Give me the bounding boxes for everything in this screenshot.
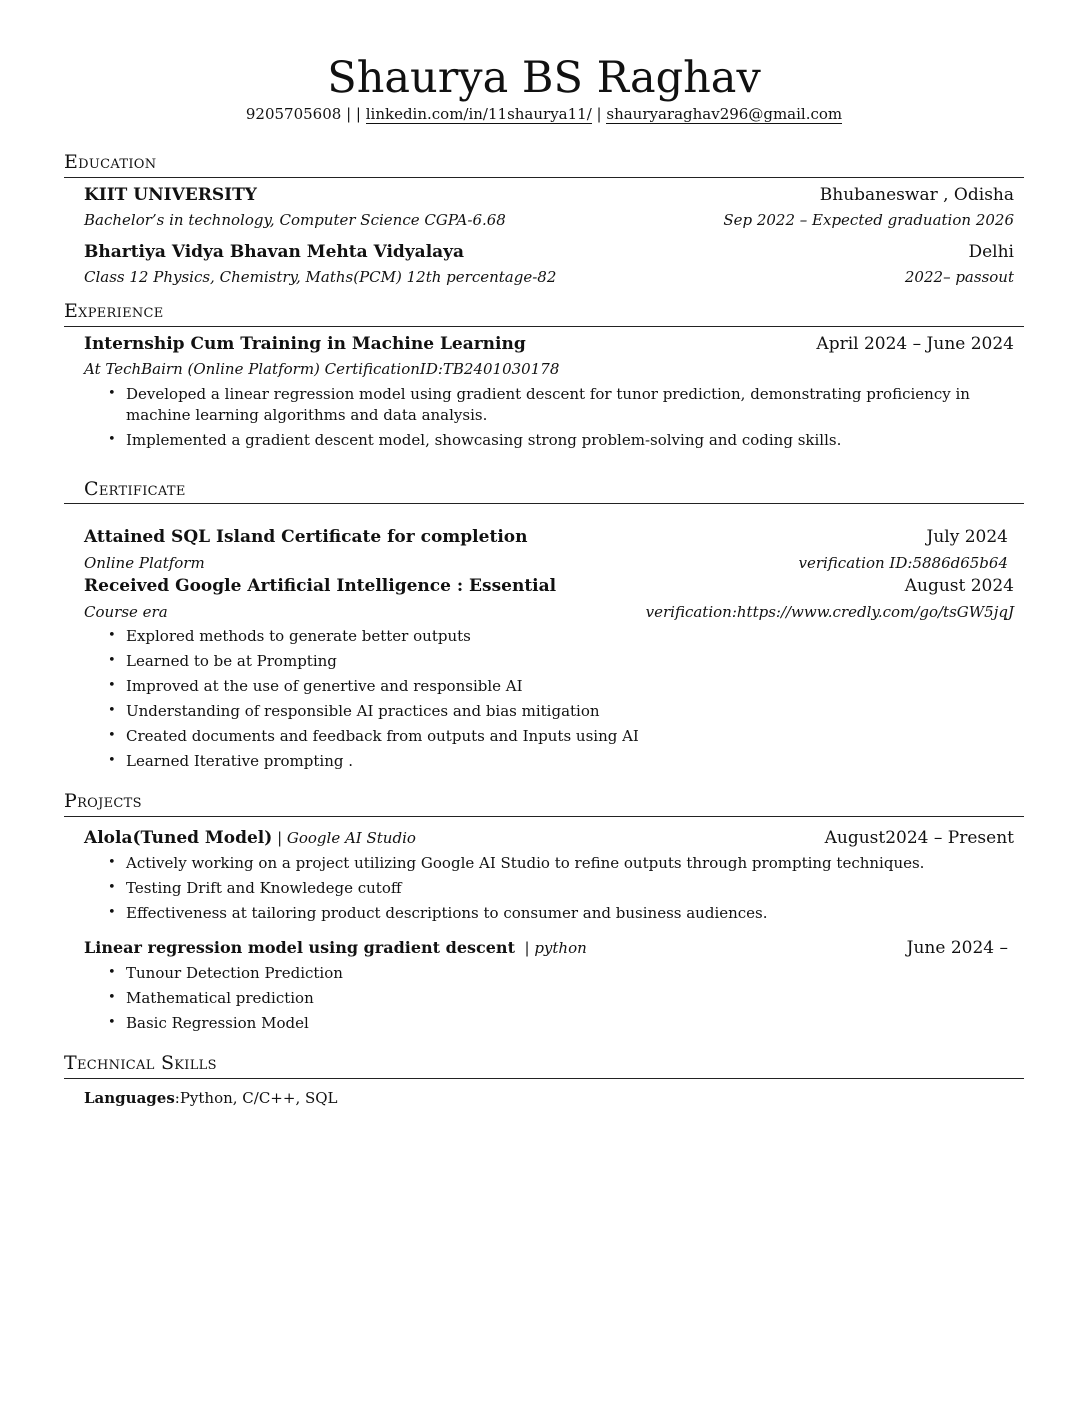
certificate-org: Online Platform bbox=[84, 554, 205, 572]
project-tech: Google AI Studio bbox=[286, 829, 416, 847]
certificate-bullet: • Explored methods to generate better outputs bbox=[126, 626, 471, 646]
project-dates: June 2024 – bbox=[906, 938, 1008, 958]
project-dates: August2024 – Present bbox=[824, 828, 1014, 848]
separator: | bbox=[591, 105, 607, 123]
project-bullet: • Mathematical prediction bbox=[126, 988, 314, 1008]
education-school: KIIT UNIVERSITY bbox=[84, 185, 257, 205]
project-tech: python bbox=[534, 939, 587, 957]
section-divider bbox=[64, 177, 1024, 178]
certificate-name: Received Google Artificial Intelligence : Essential bbox=[84, 576, 557, 596]
email-link[interactable]: shauryaraghav296@gmail.com bbox=[606, 105, 843, 123]
projects-heading: Projects bbox=[64, 790, 142, 812]
project-title-line bbox=[84, 827, 416, 849]
separator: | | bbox=[341, 105, 366, 123]
certificate-bullet: • Created documents and feedback from outputs and Inputs using AI bbox=[126, 726, 639, 746]
skills-value: :Python, C/C++, SQL bbox=[174, 1089, 338, 1107]
certificate-bullet: • Understanding of responsible AI practices and bias mitigation bbox=[126, 701, 600, 721]
experience-bullet: • Implemented a gradient descent model, showcasing strong problem-solving and coding skills. bbox=[126, 430, 841, 450]
certificate-date: August 2024 bbox=[904, 576, 1014, 596]
experience-role: Internship Cum Training in Machine Learning bbox=[84, 334, 526, 354]
section-divider bbox=[64, 503, 1024, 504]
education-school: Bhartiya Vidya Bhavan Mehta Vidyalaya bbox=[84, 242, 465, 262]
certificate-verification: verification:https://www.credly.com/go/tsGW5jqJ bbox=[645, 603, 1014, 621]
certificate-date: July 2024 bbox=[926, 527, 1008, 547]
certificate-org: Course era bbox=[84, 603, 168, 621]
experience-heading: Experience bbox=[64, 300, 164, 322]
contact-line bbox=[0, 104, 1088, 124]
phone-number: 9205705608 bbox=[245, 105, 342, 123]
skills-line bbox=[84, 1087, 338, 1109]
project-bullet: • Basic Regression Model bbox=[126, 1013, 309, 1033]
education-degree: Class 12 Physics, Chemistry, Maths(PCM) 12th percentage-82 bbox=[84, 268, 557, 286]
education-heading: Education bbox=[64, 151, 157, 173]
education-degree: Bachelor’s in technology, Computer Science CGPA-6.68 bbox=[84, 211, 506, 229]
education-dates: 2022– passout bbox=[904, 268, 1014, 286]
project-title-line bbox=[84, 937, 587, 959]
project-bullet: • Actively working on a project utilizing Google AI Studio to refine outputs through prompting techniques. bbox=[126, 853, 924, 873]
project-name: Alola(Tuned Model) bbox=[84, 828, 273, 848]
project-bullet: • Effectiveness at tailoring product descriptions to consumer and business audiences. bbox=[126, 903, 768, 923]
certificate-heading: Certificate bbox=[84, 478, 186, 500]
certificate-bullet: • Learned to be at Prompting bbox=[126, 651, 337, 671]
certificate-bullet: • Learned Iterative prompting . bbox=[126, 751, 353, 771]
linkedin-link[interactable]: linkedin.com/in/11shaurya11/ bbox=[365, 105, 592, 123]
education-location: Bhubaneswar , Odisha bbox=[819, 185, 1014, 205]
candidate-name: Shaurya BS Raghav bbox=[327, 53, 761, 103]
skills-heading: Technical Skills bbox=[64, 1052, 217, 1074]
certificate-verification: verification ID:5886d65b64 bbox=[798, 554, 1008, 572]
project-bullet: • Tunour Detection Prediction bbox=[126, 963, 343, 983]
experience-bullet: • Developed a linear regression model using gradient descent for tunor prediction, demonstrating proficiency in bbox=[126, 384, 970, 404]
project-bullet: • Testing Drift and Knowledege cutoff bbox=[126, 878, 402, 898]
skills-label: Languages bbox=[84, 1089, 175, 1107]
section-divider bbox=[64, 1078, 1024, 1079]
section-divider bbox=[64, 326, 1024, 327]
education-location: Delhi bbox=[968, 242, 1014, 262]
education-dates: Sep 2022 – Expected graduation 2026 bbox=[723, 211, 1014, 229]
experience-bullet-continued: machine learning algorithms and data analysis. bbox=[126, 406, 488, 424]
certificate-name: Attained SQL Island Certificate for completion bbox=[84, 527, 528, 547]
section-divider bbox=[64, 816, 1024, 817]
project-name: Linear regression model using gradient descent bbox=[84, 938, 515, 957]
separator: | bbox=[514, 939, 535, 957]
separator: | bbox=[272, 829, 287, 847]
experience-org: At TechBairn (Online Platform) CertificationID:TB2401030178 bbox=[84, 360, 560, 378]
certificate-bullet: • Improved at the use of genertive and responsible AI bbox=[126, 676, 523, 696]
experience-dates: April 2024 – June 2024 bbox=[816, 334, 1014, 354]
